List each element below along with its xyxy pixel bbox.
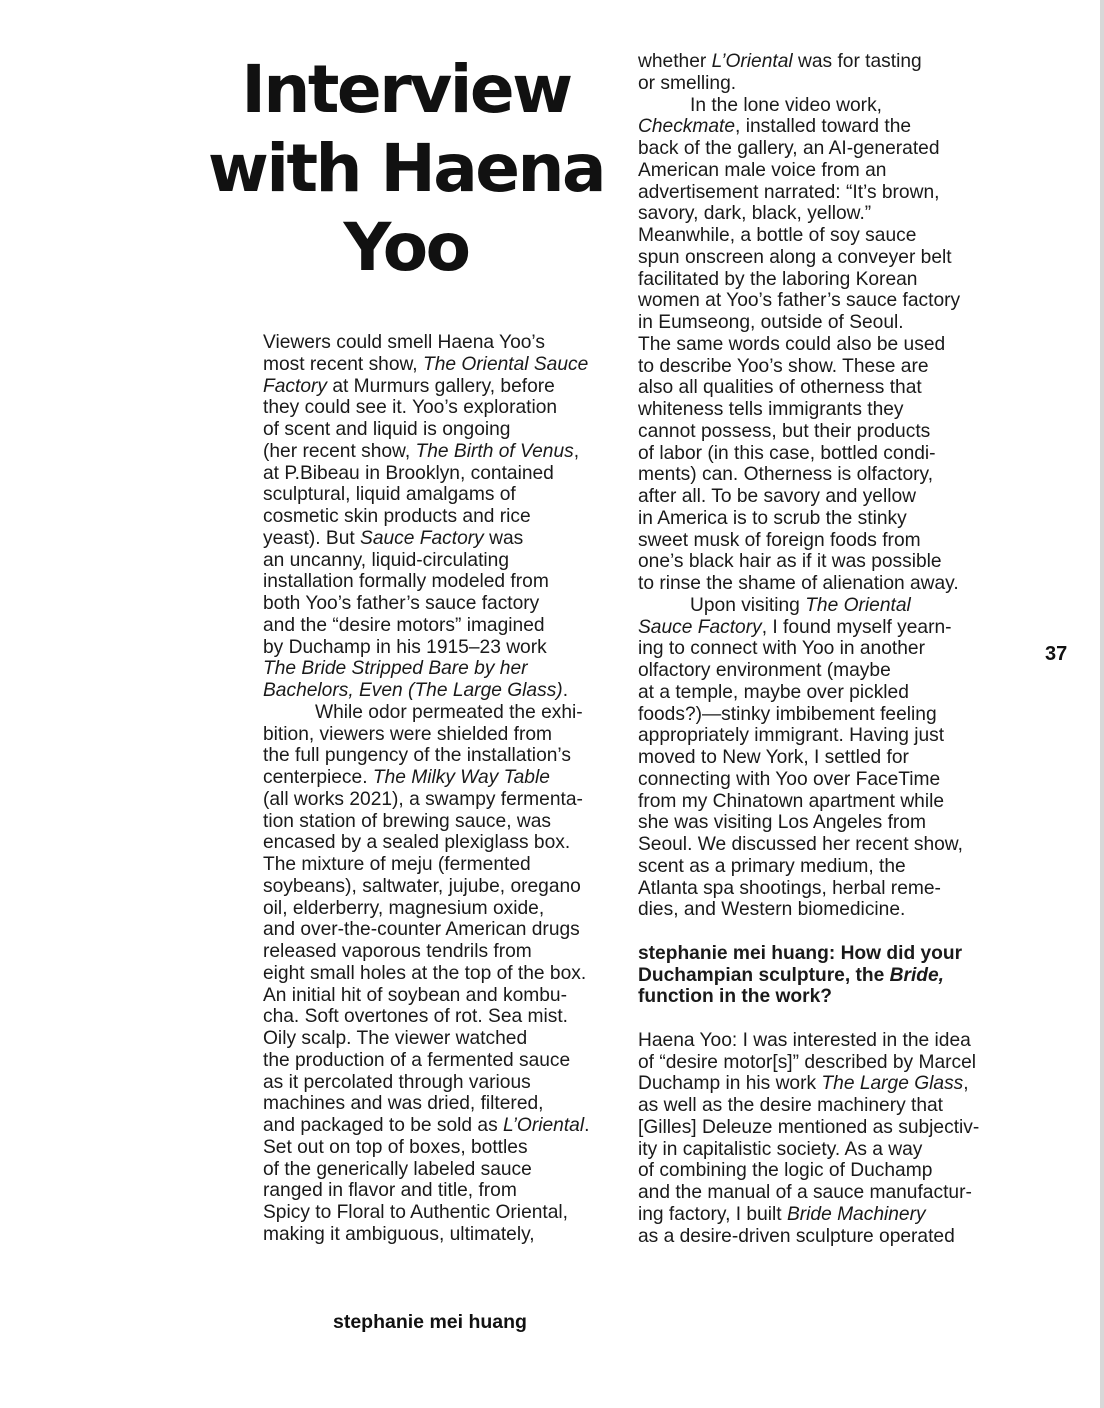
artwork-title: Sauce Factory: [360, 527, 484, 549]
text-run: (her recent show,: [263, 440, 416, 462]
text-run: [Gilles] Deleuze mentioned as subjectiv-: [638, 1116, 980, 1138]
artwork-title: Bride,: [889, 964, 945, 986]
text-run: , I found myself yearn-: [761, 616, 952, 638]
text-line: [638, 1182, 979, 1204]
text-run: of scent and liquid is ongoing: [263, 419, 511, 440]
text-line: [638, 769, 979, 791]
text-line: [638, 51, 979, 73]
text-line: [263, 963, 589, 985]
text-line: [638, 791, 979, 813]
text-run: centerpiece.: [263, 767, 373, 788]
text-line: [263, 571, 589, 593]
text-run: of labor (in this case, bottled condi-: [638, 442, 936, 464]
text-line: [638, 1073, 979, 1095]
text-line: [638, 421, 979, 443]
text-line: [638, 247, 979, 269]
text-run: spun onscreen along a conveyer belt: [638, 246, 952, 268]
text-run: Atlanta spa shootings, herbal reme-: [638, 877, 941, 899]
text-line: [263, 463, 589, 485]
text-run: An initial hit of soybean and kombu-: [263, 984, 567, 1006]
text-line: [638, 290, 979, 312]
text-line: [263, 397, 589, 419]
text-run: in Eumseong, outside of Seoul.: [638, 312, 904, 333]
text-run: savory, dark, black, yellow.”: [638, 203, 872, 225]
author-byline: stephanie mei huang: [333, 1311, 527, 1333]
text-run: or smelling.: [638, 72, 737, 94]
text-line: [263, 354, 589, 376]
text-run: the full pungency of the installation’s: [263, 745, 571, 767]
text-line: [638, 682, 979, 704]
text-run: of combining the logic of Duchamp: [638, 1160, 933, 1182]
text-line: [263, 1180, 589, 1202]
text-run: ity in capitalistic society. As a way: [638, 1138, 923, 1160]
text-line: [638, 486, 979, 508]
text-line: [263, 767, 589, 789]
text-run: of the generically labeled sauce: [263, 1158, 532, 1180]
text-line: [263, 637, 589, 659]
text-run: (all works 2021), a swampy fermenta-: [263, 788, 583, 810]
text-run: ing to connect with Yoo in another: [638, 638, 925, 660]
artwork-title: The Milky Way Table: [372, 767, 550, 788]
text-line: [263, 441, 589, 463]
page-edge: [1100, 0, 1104, 1408]
text-line: [638, 530, 979, 552]
text-line: [263, 1028, 589, 1050]
text-line: [263, 702, 589, 724]
text-run: back of the gallery, an AI-generated: [638, 138, 940, 159]
text-run: In the lone video work,: [690, 94, 882, 116]
text-line: [263, 1093, 589, 1115]
text-run: of “desire motor[s]” described by Marcel: [638, 1051, 977, 1073]
text-run: also all qualities of otherness that: [638, 377, 922, 399]
text-line: [263, 528, 589, 550]
text-line: [638, 878, 979, 900]
text-run: they could see it. Yoo’s exploration: [263, 397, 558, 419]
text-run: women at Yoo’s father’s sauce factory: [638, 290, 961, 312]
text-line: [263, 376, 589, 398]
text-run: an uncanny, liquid-circulating: [263, 549, 510, 571]
text-run: .: [584, 1115, 590, 1136]
text-run: facilitated by the laboring Korean: [638, 268, 918, 290]
text-run: to describe Yoo’s show. These are: [638, 355, 929, 377]
text-line: [638, 573, 979, 595]
text-run: ments) can. Otherness is olfactory,: [638, 464, 934, 486]
text-line: [263, 898, 589, 920]
text-line: [638, 95, 979, 117]
text-run: scent as a primary medium, the: [638, 855, 906, 877]
text-run: Upon visiting: [690, 594, 806, 616]
text-line: [263, 1137, 589, 1159]
text-run: While odor permeated the exhi-: [315, 701, 583, 723]
text-run: ing factory, I built: [638, 1203, 787, 1225]
text-run: function in the work?: [638, 986, 832, 1008]
text-run: advertisement narrated: “It’s brown,: [638, 181, 940, 203]
text-line: [263, 550, 589, 572]
text-run: ,: [963, 1073, 969, 1095]
text-run: by Duchamp in his 1915–23 work: [263, 636, 547, 658]
artwork-title: The Bride Stripped Bare by her: [263, 658, 528, 680]
text-line: [638, 1052, 979, 1074]
text-run: ranged in flavor and title, from: [263, 1180, 517, 1202]
article-body-left-column: [263, 332, 589, 1246]
text-line: [263, 919, 589, 941]
text-run: at P.Bibeau in Brooklyn, contained: [263, 462, 554, 484]
text-run: released vaporous tendrils from: [263, 941, 532, 962]
text-line: [263, 941, 589, 963]
text-run: Meanwhile, a bottle of soy sauce: [638, 225, 917, 246]
text-line: [638, 356, 979, 378]
text-run: cosmetic skin products and rice: [263, 506, 531, 527]
text-line: [638, 834, 979, 856]
text-line: [638, 638, 979, 660]
interview-question-line: [638, 943, 979, 965]
text-run: whiteness tells immigrants they: [638, 399, 904, 420]
text-line: [638, 182, 979, 204]
text-run: cha. Soft overtones of rot. Sea mist.: [263, 1006, 569, 1028]
text-line: [263, 1006, 589, 1028]
text-run: oil, elderberry, magnesium oxide,: [263, 897, 545, 919]
text-run: eight small holes at the top of the box.: [263, 962, 587, 984]
text-run: The same words could also be used: [638, 333, 946, 355]
text-line: [263, 745, 589, 767]
artwork-title: Sauce Factory: [638, 616, 762, 638]
artwork-title: Factory: [263, 375, 327, 397]
artwork-title: The Oriental: [805, 594, 911, 616]
text-line: [638, 812, 979, 834]
text-line: [263, 506, 589, 528]
page-number: 37: [1045, 643, 1068, 665]
text-line: [638, 1160, 979, 1182]
text-run: appropriately immigrant. Having just: [638, 725, 945, 747]
text-line: [263, 1202, 589, 1224]
text-run: as a desire-driven sculpture operated: [638, 1225, 955, 1247]
text-line: [638, 399, 979, 421]
paragraph-gap: [638, 921, 979, 943]
text-run: encased by a sealed plexiglass box.: [263, 832, 571, 854]
text-line: [263, 593, 589, 615]
text-line: [638, 704, 979, 726]
text-run: Viewers could smell Haena Yoo’s: [263, 332, 545, 353]
text-run: cannot possess, but their products: [638, 420, 931, 442]
text-line: [638, 1226, 979, 1248]
text-line: [638, 225, 979, 247]
text-run: was: [483, 527, 524, 549]
artwork-title: Checkmate: [638, 116, 736, 138]
text-line: [263, 854, 589, 876]
text-line: [638, 747, 979, 769]
text-line: [638, 73, 979, 95]
interview-question-line: [638, 986, 979, 1008]
text-line: [263, 615, 589, 637]
text-run: stephanie mei huang: How did your: [638, 942, 963, 964]
text-run: installation formally modeled from: [263, 571, 549, 593]
text-run: sweet musk of foreign foods from: [638, 529, 921, 551]
artwork-title: The Birth of Venus: [415, 440, 574, 462]
text-line: [638, 660, 979, 682]
text-run: Spicy to Floral to Authentic Oriental,: [263, 1202, 569, 1223]
text-line: [638, 269, 979, 291]
text-run: dies, and Western biomedicine.: [638, 899, 906, 921]
text-run: Haena Yoo: I was interested in the idea: [638, 1029, 971, 1051]
text-run: , installed toward the: [735, 116, 912, 138]
text-line: [638, 138, 979, 160]
article-title: Interview with Haena Yoo: [207, 51, 605, 286]
artwork-title: Bride Machinery: [786, 1203, 926, 1225]
text-line: [263, 1050, 589, 1072]
text-line: [638, 1117, 979, 1139]
text-line: [638, 334, 979, 356]
text-run: from my Chinatown apartment while: [638, 790, 945, 812]
text-run: after all. To be savory and yellow: [638, 486, 917, 507]
text-line: [638, 1030, 979, 1052]
artwork-title: The Large Glass: [821, 1073, 964, 1095]
text-run: whether: [638, 51, 712, 72]
text-line: [263, 876, 589, 898]
interview-question-line: [638, 965, 979, 987]
text-run: most recent show,: [263, 353, 423, 375]
text-line: [638, 1204, 979, 1226]
text-run: to rinse the shame of alienation away.: [638, 573, 959, 594]
text-run: soybeans), saltwater, jujube, oregano: [263, 875, 581, 897]
text-line: [638, 1139, 979, 1161]
artwork-title: Bachelors, Even (The Large Glass): [263, 680, 563, 701]
text-run: and over-the-counter American drugs: [263, 919, 580, 941]
text-line: [263, 680, 589, 702]
text-line: [263, 789, 589, 811]
text-run: she was visiting Los Angeles from: [638, 812, 926, 834]
text-line: [638, 443, 979, 465]
text-line: [263, 1115, 589, 1137]
text-line: [263, 419, 589, 441]
text-run: at a temple, maybe over pickled: [638, 681, 909, 703]
text-run: Seoul. We discussed her recent show,: [638, 834, 963, 855]
text-run: at Murmurs gallery, before: [326, 375, 555, 397]
text-run: The mixture of meju (fermented: [263, 854, 531, 875]
text-line: [638, 464, 979, 486]
text-run: bition, viewers were shielded from: [263, 723, 553, 745]
text-run: and the manual of a sauce manufactur-: [638, 1182, 972, 1203]
text-run: both Yoo’s father’s sauce factory: [263, 593, 540, 614]
text-run: connecting with Yoo over FaceTime: [638, 768, 941, 790]
text-line: [638, 856, 979, 878]
text-run: yeast). But: [263, 527, 361, 549]
paragraph-gap: [638, 1008, 979, 1030]
text-run: olfactory environment (maybe: [638, 660, 891, 681]
text-run: making it ambiguous, ultimately,: [263, 1223, 535, 1245]
text-line: [263, 985, 589, 1007]
text-run: one’s black hair as if it was possible: [638, 551, 942, 573]
text-line: [638, 508, 979, 530]
text-line: [263, 658, 589, 680]
text-run: in America is to scrub the stinky: [638, 507, 907, 529]
text-line: [263, 332, 589, 354]
artwork-title: L’Oriental: [711, 51, 793, 72]
artwork-title: L’Oriental: [503, 1115, 585, 1136]
text-line: [263, 832, 589, 854]
text-run: the production of a fermented sauce: [263, 1049, 571, 1071]
text-line: [638, 1095, 979, 1117]
text-run: and packaged to be sold as: [263, 1115, 504, 1136]
text-run: ,: [573, 440, 580, 462]
text-line: [638, 725, 979, 747]
text-line: [263, 724, 589, 746]
text-run: moved to New York, I settled for: [638, 747, 909, 768]
text-run: foods?)—stinky imbibement feeling: [638, 703, 937, 725]
text-run: was for tasting: [792, 51, 922, 72]
text-line: [638, 312, 979, 334]
text-run: tion station of brewing sauce, was: [263, 810, 551, 832]
article-body-right-column: [638, 51, 979, 1247]
artwork-title: The Oriental Sauce: [422, 353, 589, 375]
text-line: [638, 595, 979, 617]
text-line: [638, 203, 979, 225]
text-run: American male voice from an: [638, 159, 887, 181]
text-run: Set out on top of boxes, bottles: [263, 1136, 528, 1158]
text-run: .: [562, 680, 569, 701]
text-line: [263, 1072, 589, 1094]
text-line: [263, 484, 589, 506]
text-run: and the “desire motors” imagined: [263, 614, 545, 636]
text-line: [638, 899, 979, 921]
text-line: [263, 811, 589, 833]
text-run: Oily scalp. The viewer watched: [263, 1028, 528, 1049]
text-line: [263, 1224, 589, 1246]
text-line: [638, 377, 979, 399]
text-run: as it percolated through various: [263, 1071, 531, 1093]
text-run: as well as the desire machinery that: [638, 1095, 944, 1116]
text-line: [263, 1159, 589, 1181]
text-line: [638, 116, 979, 138]
text-run: machines and was dried, filtered,: [263, 1093, 544, 1115]
text-run: Duchampian sculpture, the: [638, 964, 890, 986]
text-run: sculptural, liquid amalgams of: [263, 484, 516, 506]
text-line: [638, 160, 979, 182]
text-run: Duchamp in his work: [638, 1073, 822, 1095]
text-line: [638, 617, 979, 639]
text-line: [638, 551, 979, 573]
